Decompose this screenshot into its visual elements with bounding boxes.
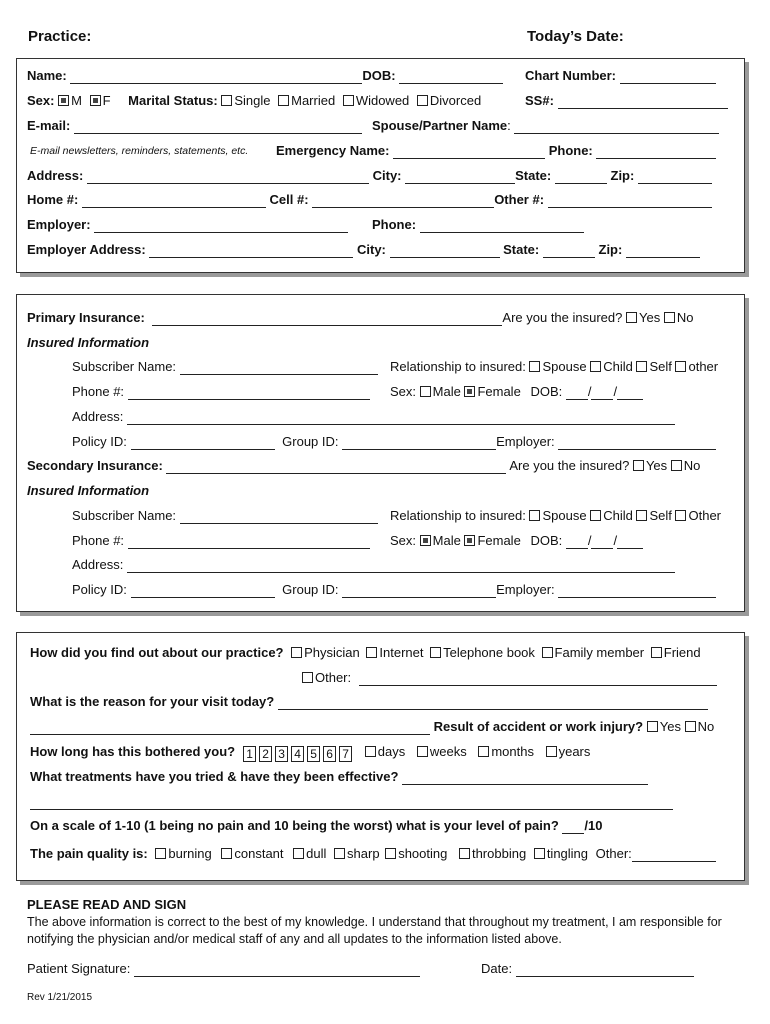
ss-label: SS#: (525, 93, 554, 108)
name-field[interactable] (70, 71, 362, 84)
primary-insured-question: Are you the insured? (502, 310, 623, 325)
email-label: E-mail: (27, 118, 71, 133)
primary-group-label: Group ID: (282, 434, 339, 449)
state-field[interactable] (555, 171, 607, 184)
chart-number-field[interactable] (620, 71, 716, 84)
tingling-label: tingling (546, 846, 589, 861)
primary-self-checkbox[interactable] (636, 361, 647, 372)
married-label: Married (291, 93, 336, 108)
primary-address-field[interactable] (127, 412, 675, 425)
secondary-dob-month[interactable] (566, 536, 588, 549)
employer-state-label: State: (503, 242, 540, 257)
secondary-female-checkbox[interactable] (464, 535, 475, 546)
cell-phone-label: Cell #: (269, 192, 309, 207)
signature-label: Patient Signature: (27, 961, 131, 976)
home-phone-field[interactable] (82, 195, 266, 208)
primary-other-label: other (688, 359, 719, 374)
sign-text-line2: notifying the physician and/or medical staff of any and all updates to the information listed above. (27, 932, 562, 946)
throbbing-checkbox[interactable] (459, 848, 470, 859)
secondary-address-label: Address: (72, 557, 124, 572)
friend-checkbox[interactable] (651, 647, 662, 658)
throbbing-label: throbbing (471, 846, 527, 861)
sex-label: Sex: (27, 93, 55, 108)
years-label: years (558, 744, 591, 759)
primary-phone-label: Phone #: (72, 384, 125, 399)
primary-subscriber-label: Subscriber Name: (72, 359, 177, 374)
dull-label: dull (306, 846, 327, 861)
divorced-label: Divorced (429, 93, 482, 108)
secondary-insured-info-heading: Insured Information (27, 483, 150, 498)
friend-label: Friend (663, 645, 701, 660)
home-phone-label: Home #: (27, 192, 79, 207)
secondary-group-label: Group ID: (282, 582, 339, 597)
secondary-self-checkbox[interactable] (636, 510, 647, 521)
duration-number-2[interactable]: 2 (259, 746, 272, 762)
shooting-checkbox[interactable] (385, 848, 396, 859)
patient-info-section (16, 58, 745, 273)
duration-number-3[interactable]: 3 (275, 746, 288, 762)
city-label: City: (372, 168, 402, 183)
primary-spouse-label: Spouse (542, 359, 587, 374)
secondary-relationship-label: Relationship to insured: (390, 508, 526, 523)
secondary-male-checkbox[interactable] (420, 535, 431, 546)
physician-label: Physician (304, 645, 360, 660)
address-label: Address: (27, 168, 84, 183)
duration-number-7[interactable]: 7 (339, 746, 352, 762)
primary-dob-month[interactable] (566, 387, 588, 400)
months-checkbox[interactable] (478, 746, 489, 757)
secondary-other-checkbox[interactable] (675, 510, 686, 521)
internet-label: Internet (379, 645, 424, 660)
secondary-sex-label: Sex: (390, 533, 417, 548)
duration-number-4[interactable]: 4 (291, 746, 304, 762)
pain-scale-suffix: /10 (584, 818, 603, 833)
ss-field[interactable] (558, 96, 728, 109)
internet-checkbox[interactable] (366, 647, 377, 658)
secondary-phone-label: Phone #: (72, 533, 125, 548)
zip-label: Zip: (610, 168, 635, 183)
how-long-question: How long has this bothered you? (30, 744, 236, 759)
primary-insured-no-checkbox[interactable] (664, 312, 675, 323)
shooting-label: shooting (398, 846, 448, 861)
primary-policy-label: Policy ID: (72, 434, 127, 449)
family-member-label: Family member (554, 645, 645, 660)
dob-field[interactable] (399, 71, 503, 84)
duration-number-5[interactable]: 5 (307, 746, 320, 762)
secondary-phone-field[interactable] (128, 536, 370, 549)
widowed-label: Widowed (355, 93, 410, 108)
other-phone-label: Other #: (494, 192, 545, 207)
secondary-policy-field[interactable] (131, 585, 275, 598)
primary-employer-label: Employer: (496, 434, 555, 449)
employer-phone-label: Phone: (372, 217, 417, 232)
days-label: days (377, 744, 406, 759)
secondary-dob-label: DOB: (530, 533, 563, 548)
constant-checkbox[interactable] (221, 848, 232, 859)
signature-field[interactable] (134, 964, 420, 977)
emergency-label: Emergency Name: (276, 143, 390, 158)
physician-checkbox[interactable] (291, 647, 302, 658)
accident-no-label: No (697, 719, 715, 734)
telephone-book-checkbox[interactable] (430, 647, 441, 658)
secondary-insurance-label: Secondary Insurance: (27, 458, 163, 473)
primary-insurance-field[interactable] (152, 313, 502, 326)
name-label: Name: (27, 68, 67, 83)
weeks-label: weeks (429, 744, 467, 759)
secondary-insured-no-label: No (683, 458, 701, 473)
employer-city-field[interactable] (390, 245, 500, 258)
sign-date-label: Date: (481, 961, 513, 976)
divorced-checkbox[interactable] (417, 95, 428, 106)
spouse-label: Spouse/Partner Name (372, 118, 508, 133)
secondary-spouse-checkbox[interactable] (529, 510, 540, 521)
primary-insured-info-heading: Insured Information (27, 335, 150, 350)
sex-f-checkbox[interactable] (90, 95, 101, 106)
reason-question: What is the reason for your visit today? (30, 694, 275, 709)
primary-group-field[interactable] (342, 437, 496, 450)
find-other-label: Other: (315, 670, 352, 685)
sign-heading: PLEASE READ AND SIGN (27, 897, 187, 912)
primary-subscriber-field[interactable] (180, 362, 378, 375)
employer-address-label: Employer Address: (27, 242, 146, 257)
employer-state-field[interactable] (543, 245, 595, 258)
todays-date-label: Today’s Date: (527, 28, 624, 45)
secondary-insured-no-checkbox[interactable] (671, 460, 682, 471)
secondary-dob-day[interactable] (591, 536, 613, 549)
secondary-subscriber-label: Subscriber Name: (72, 508, 177, 523)
sharp-label: sharp (347, 846, 380, 861)
burning-checkbox[interactable] (155, 848, 166, 859)
primary-other-checkbox[interactable] (675, 361, 686, 372)
secondary-insurance-field[interactable] (166, 461, 506, 474)
emergency-field[interactable] (393, 146, 545, 159)
secondary-female-label: Female (477, 533, 521, 548)
secondary-self-label: Self (649, 508, 672, 523)
secondary-employer-label: Employer: (496, 582, 555, 597)
employer-zip-label: Zip: (598, 242, 623, 257)
duration-number-6[interactable]: 6 (323, 746, 336, 762)
primary-insured-yes-checkbox[interactable] (626, 312, 637, 323)
practice-label: Practice: (28, 28, 92, 45)
family-member-checkbox[interactable] (542, 647, 553, 658)
secondary-employer-field[interactable] (558, 585, 716, 598)
primary-relationship-label: Relationship to insured: (390, 359, 526, 374)
emergency-phone-field[interactable] (596, 146, 716, 159)
days-checkbox[interactable] (365, 746, 376, 757)
secondary-spouse-label: Spouse (542, 508, 587, 523)
secondary-group-field[interactable] (342, 585, 496, 598)
primary-address-label: Address: (72, 409, 124, 424)
cell-phone-field[interactable] (312, 195, 494, 208)
pain-scale-field[interactable] (562, 821, 584, 834)
sign-date-field[interactable] (516, 964, 694, 977)
primary-insurance-label: Primary Insurance: (27, 310, 145, 325)
primary-sex-label: Sex: (390, 384, 417, 399)
emergency-phone-label: Phone: (548, 143, 593, 158)
primary-insured-yes-label: Yes (639, 310, 661, 325)
pain-scale-question: On a scale of 1-10 (1 being no pain and 10 being the worst) what is your level of pain? (30, 818, 559, 833)
sharp-checkbox[interactable] (334, 848, 345, 859)
months-label: months (491, 744, 534, 759)
primary-policy-field[interactable] (131, 437, 275, 450)
primary-dob-label: DOB: (530, 384, 563, 399)
single-checkbox[interactable] (221, 95, 232, 106)
primary-spouse-checkbox[interactable] (529, 361, 540, 372)
dull-checkbox[interactable] (293, 848, 304, 859)
address-field[interactable] (87, 171, 369, 184)
burning-label: burning (168, 846, 212, 861)
reason-field[interactable] (278, 697, 708, 710)
primary-self-label: Self (649, 359, 672, 374)
employer-address-field[interactable] (149, 245, 353, 258)
secondary-subscriber-field[interactable] (180, 511, 378, 524)
married-checkbox[interactable] (278, 95, 289, 106)
weeks-checkbox[interactable] (417, 746, 428, 757)
secondary-other-label: Other (688, 508, 721, 523)
accident-question: Result of accident or work injury? (433, 719, 644, 734)
accident-yes-label: Yes (659, 719, 681, 734)
spouse-field[interactable] (514, 121, 719, 134)
employer-label: Employer: (27, 217, 91, 232)
primary-female-checkbox[interactable] (464, 386, 475, 397)
sex-f-label: F (102, 93, 111, 108)
email-note: E-mail newsletters, reminders, statements, etc. (30, 145, 249, 157)
dob-label: DOB: (362, 68, 396, 83)
secondary-insured-yes-checkbox[interactable] (633, 460, 644, 471)
city-field[interactable] (405, 171, 515, 184)
secondary-policy-label: Policy ID: (72, 582, 127, 597)
secondary-child-checkbox[interactable] (590, 510, 601, 521)
zip-field[interactable] (638, 171, 712, 184)
secondary-insured-question: Are you the insured? (509, 458, 630, 473)
find-other-field[interactable] (359, 673, 717, 686)
treatments-field[interactable] (402, 772, 648, 785)
find-other-checkbox[interactable] (302, 672, 313, 683)
tingling-checkbox[interactable] (534, 848, 545, 859)
marital-status-label: Marital Status: (128, 93, 218, 108)
primary-insured-no-label: No (676, 310, 694, 325)
primary-child-checkbox[interactable] (590, 361, 601, 372)
single-label: Single (234, 93, 271, 108)
primary-child-label: Child (603, 359, 633, 374)
employer-city-label: City: (356, 242, 386, 257)
sex-m-label: M (71, 93, 82, 108)
pain-other-label: Other: (595, 846, 632, 861)
treatments-question: What treatments have you tried & have they been effective? (30, 769, 399, 784)
secondary-insured-yes-label: Yes (645, 458, 668, 473)
state-label: State: (515, 168, 552, 183)
telephone-book-label: Telephone book (443, 645, 535, 660)
primary-dob-year[interactable] (617, 387, 643, 400)
secondary-male-label: Male (432, 533, 461, 548)
primary-phone-field[interactable] (128, 387, 370, 400)
pain-quality-question: The pain quality is: (30, 846, 148, 861)
chart-number-label: Chart Number: (525, 68, 617, 83)
reason-field-2[interactable] (30, 722, 430, 735)
primary-male-checkbox[interactable] (420, 386, 431, 397)
employer-zip-field[interactable] (626, 245, 700, 258)
other-phone-field[interactable] (548, 195, 712, 208)
primary-female-label: Female (477, 384, 521, 399)
primary-male-label: Male (432, 384, 461, 399)
revision-note: Rev 1/21/2015 (27, 992, 93, 1003)
employer-phone-field[interactable] (420, 220, 584, 233)
treatments-field-2[interactable] (30, 797, 673, 810)
secondary-address-field[interactable] (127, 560, 675, 573)
widowed-checkbox[interactable] (343, 95, 354, 106)
sign-text-line1: The above information is correct to the best of my knowledge. I understand that throughout my treatment, I am responsible for (27, 915, 722, 929)
employer-field[interactable] (94, 220, 348, 233)
find-practice-question: How did you find out about our practice? (30, 645, 284, 660)
email-field[interactable] (74, 121, 362, 134)
accident-no-checkbox[interactable] (685, 721, 696, 732)
duration-number-1[interactable]: 1 (243, 746, 256, 762)
secondary-child-label: Child (603, 508, 633, 523)
accident-yes-checkbox[interactable] (647, 721, 658, 732)
years-checkbox[interactable] (546, 746, 557, 757)
primary-dob-day[interactable] (591, 387, 613, 400)
constant-label: constant (234, 846, 284, 861)
primary-employer-field[interactable] (558, 437, 716, 450)
pain-other-field[interactable] (632, 849, 716, 862)
sex-m-checkbox[interactable] (58, 95, 69, 106)
secondary-dob-year[interactable] (617, 536, 643, 549)
